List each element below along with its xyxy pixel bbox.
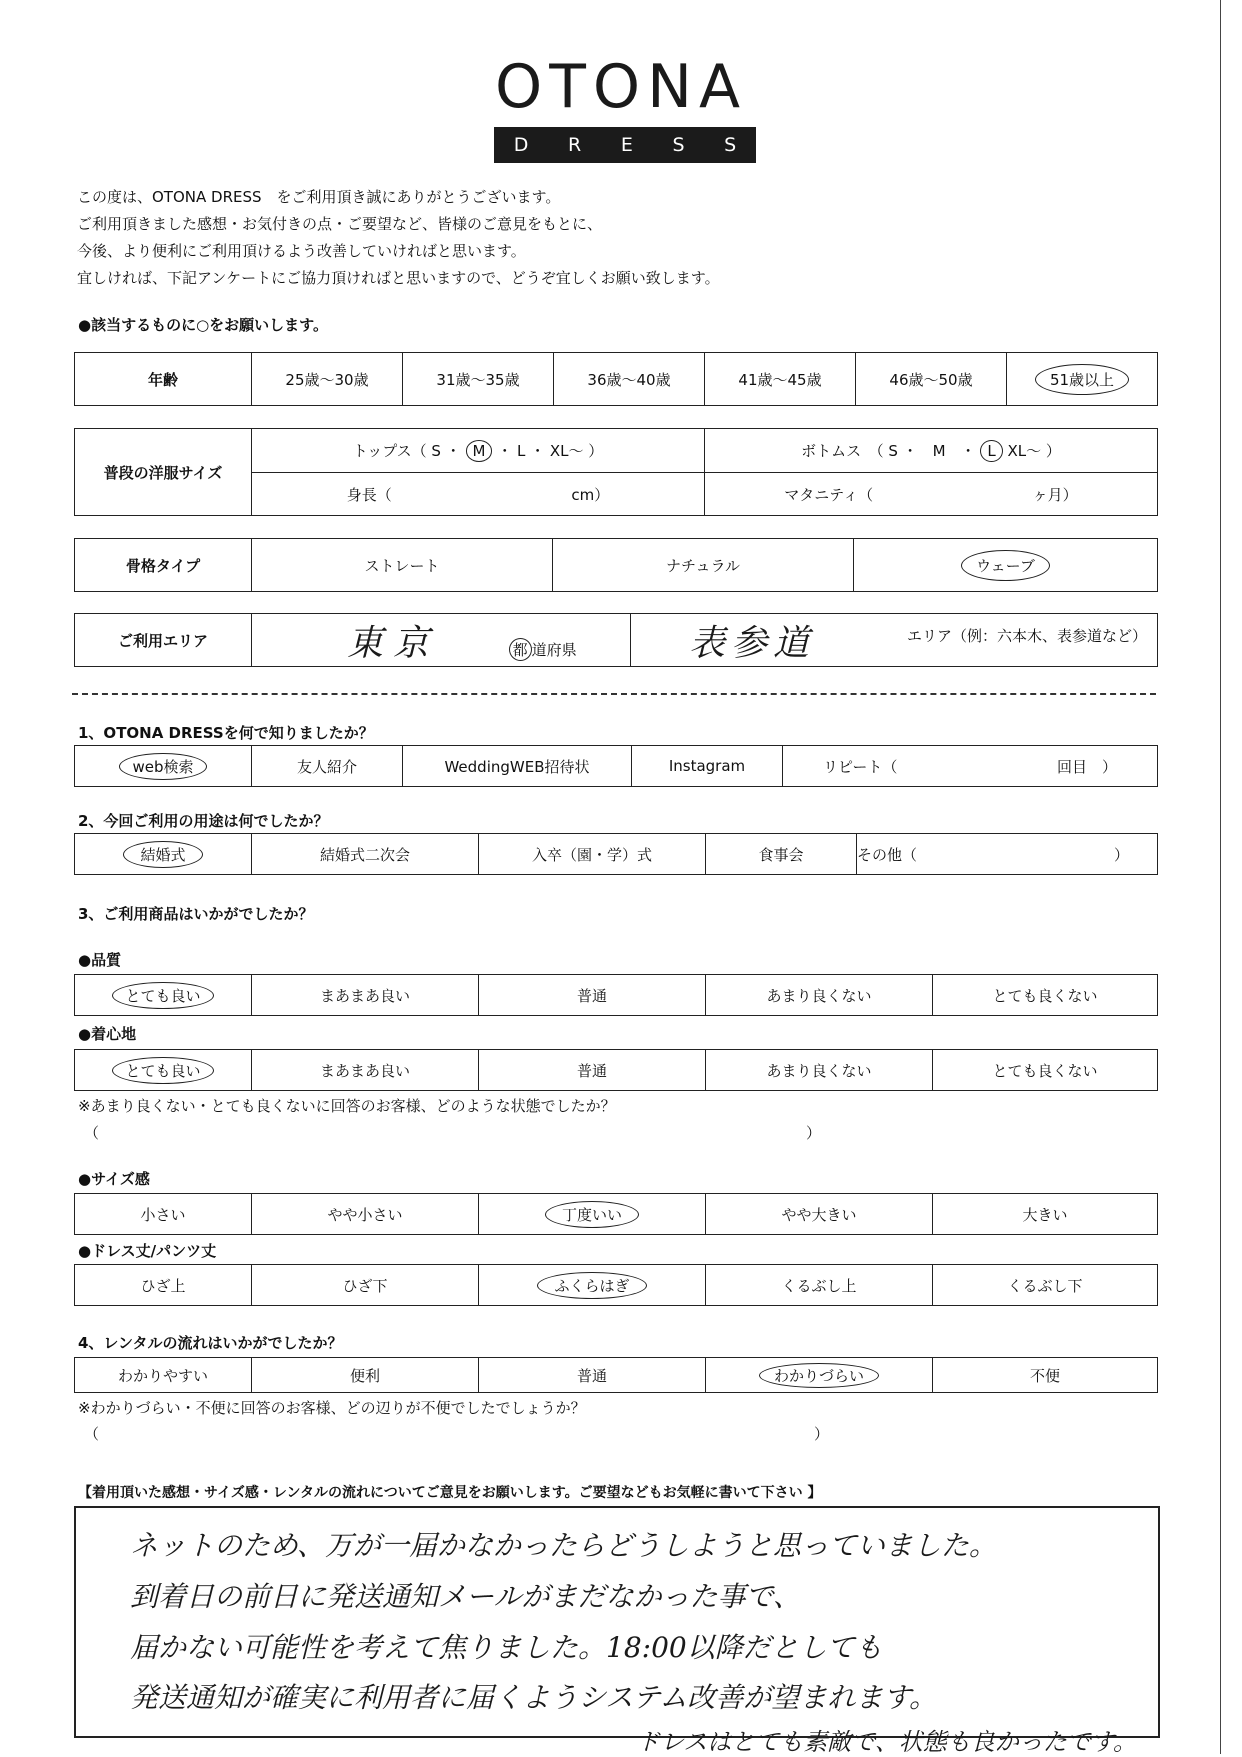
- fit-label: ●サイズ感: [78, 1170, 150, 1188]
- maternity-label: マタニティ（: [784, 485, 874, 504]
- prefecture-circle: 都: [509, 638, 532, 661]
- fit-option[interactable]: やや大きい: [706, 1194, 933, 1235]
- comment-extra: ドレスはとても素敵で、状態も良かったです。: [636, 1728, 1137, 1756]
- q1-option[interactable]: Instagram: [632, 746, 783, 787]
- q2-option[interactable]: 入卒（園・学）式: [479, 834, 706, 875]
- q1-option[interactable]: WeddingWEB招待状: [403, 746, 632, 787]
- q1-table: [74, 745, 1158, 787]
- size-label: 普段の洋服サイズ: [75, 429, 252, 516]
- frame-option[interactable]: ナチュラル: [553, 539, 854, 592]
- page-edge-line: [1220, 0, 1221, 1754]
- area-label: ご利用エリア: [75, 614, 252, 667]
- comfort-option[interactable]: とても良くない: [933, 1050, 1158, 1091]
- instruction-heading: ●該当するものに○をお願いします。: [78, 316, 328, 334]
- logo-letter: D: [513, 134, 529, 156]
- q1-repeat-cell[interactable]: [783, 746, 1158, 787]
- intro-text: [77, 184, 720, 292]
- comfort-table: [74, 1049, 1158, 1091]
- q2-option-selected[interactable]: [75, 834, 252, 875]
- q2-other-cell[interactable]: [857, 834, 1158, 875]
- fit-option[interactable]: やや小さい: [252, 1194, 479, 1235]
- q4-followup-open: （: [84, 1425, 100, 1443]
- q1-repeat-unit: 回目 ）: [1056, 757, 1117, 776]
- maternity-unit: ヶ月）: [1032, 485, 1078, 504]
- bottoms-suffix: XL～ ）: [1007, 441, 1061, 460]
- area-hint: エリア（例：六本木、表参道など）: [906, 626, 1147, 645]
- length-option[interactable]: ひざ上: [75, 1265, 252, 1306]
- bottoms-size-cell[interactable]: [705, 429, 1158, 473]
- intro-line: ご利用頂きました感想・お気付きの点・ご要望など、皆様のご意見をもとに、: [77, 215, 603, 233]
- intro-line: 今後、より便利にご利用頂けるよう改善していければと思います。: [77, 242, 526, 260]
- comfort-label: ●着心地: [78, 1025, 137, 1043]
- comfort-option[interactable]: あまり良くない: [706, 1050, 933, 1091]
- length-option[interactable]: ひざ下: [252, 1265, 479, 1306]
- length-option[interactable]: くるぶし下: [933, 1265, 1158, 1306]
- q4-option-selected[interactable]: [706, 1358, 933, 1393]
- age-option-selected[interactable]: [1007, 353, 1158, 406]
- q1-repeat-label: リピート（: [823, 757, 898, 776]
- fit-table: [74, 1193, 1158, 1235]
- age-label: 年齢: [75, 353, 252, 406]
- area-table: [74, 613, 1158, 667]
- fit-option-selected[interactable]: [479, 1194, 706, 1235]
- area-value: 表参道: [689, 622, 816, 664]
- q2-title: 2、今回ご利用の用途は何でしたか？: [78, 812, 329, 830]
- age-selected-circle: 51歳以上: [1035, 364, 1129, 395]
- comment-line: ネットのため、万が一届かなかったらどうしようと思っていました。: [130, 1529, 997, 1562]
- quality-option[interactable]: とても良くない: [933, 975, 1158, 1016]
- fit-option[interactable]: 小さい: [75, 1194, 252, 1235]
- length-label: ●ドレス丈/パンツ丈: [78, 1242, 217, 1260]
- prefecture-value: 東京: [347, 622, 440, 664]
- q4-option[interactable]: 普通: [479, 1358, 706, 1393]
- section-divider: [72, 693, 1156, 695]
- area-cell[interactable]: [631, 614, 1158, 667]
- logo-letter: S: [672, 134, 685, 156]
- q4-table: [74, 1357, 1158, 1393]
- q3-followup-open: （: [84, 1124, 100, 1142]
- logo-letter: E: [620, 134, 633, 156]
- length-option[interactable]: くるぶし上: [706, 1265, 933, 1306]
- frame-table: [74, 538, 1158, 592]
- tops-size-cell[interactable]: [252, 429, 705, 473]
- q2-option[interactable]: 結婚式二次会: [252, 834, 479, 875]
- bottoms-selected-circle: L: [980, 440, 1002, 462]
- comfort-option[interactable]: まあまあ良い: [252, 1050, 479, 1091]
- prefecture-cell[interactable]: [252, 614, 631, 667]
- height-cell[interactable]: [252, 473, 705, 516]
- age-option[interactable]: 41歳～45歳: [705, 353, 856, 406]
- length-option-selected[interactable]: [479, 1265, 706, 1306]
- quality-option[interactable]: あまり良くない: [706, 975, 933, 1016]
- q1-option-selected[interactable]: [75, 746, 252, 787]
- quality-label: ●品質: [78, 951, 122, 969]
- q2-table: [74, 833, 1158, 875]
- length-selected-circle: ふくらはぎ: [537, 1272, 646, 1299]
- q2-other-label: その他（: [857, 845, 918, 864]
- frame-option[interactable]: ストレート: [252, 539, 553, 592]
- q4-title: 4、レンタルの流れはいかがでしたか？: [78, 1334, 343, 1352]
- q2-other-close: ）: [1113, 845, 1129, 864]
- maternity-cell[interactable]: [705, 473, 1158, 516]
- q4-followup: ※わかりづらい・不便に回答のお客様、どの辺りが不便でしたでしょうか？: [78, 1399, 586, 1417]
- frame-selected-circle: ウェーブ: [961, 550, 1050, 581]
- q4-followup-close: ）: [814, 1425, 830, 1443]
- bottoms-prefix: ボトムス （ S ・ M ・: [801, 441, 976, 460]
- logo-otona: OTONA: [494, 52, 748, 122]
- logo-letter: S: [724, 134, 737, 156]
- q4-option[interactable]: 便利: [252, 1358, 479, 1393]
- quality-option[interactable]: 普通: [479, 975, 706, 1016]
- q1-option[interactable]: 友人紹介: [252, 746, 403, 787]
- q2-selected-circle: 結婚式: [123, 841, 202, 868]
- quality-option-selected[interactable]: [75, 975, 252, 1016]
- q4-option[interactable]: わかりやすい: [75, 1358, 252, 1393]
- age-table: [74, 352, 1158, 406]
- tops-suffix: ・ L ・ XL～ ）: [497, 441, 604, 460]
- q4-selected-circle: わかりづらい: [759, 1363, 879, 1388]
- height-unit: cm）: [571, 485, 610, 504]
- size-table: [74, 428, 1158, 516]
- quality-option[interactable]: まあまあ良い: [252, 975, 479, 1016]
- logo-dress-bar: [494, 127, 756, 163]
- age-option[interactable]: 46歳～50歳: [856, 353, 1007, 406]
- tops-prefix: トップス（ S ・: [352, 441, 461, 460]
- q3-title: 3、ご利用商品はいかがでしたか？: [78, 905, 314, 923]
- q3-followup: ※あまり良くない・とても良くないに回答のお客様、どのような状態でしたか？: [78, 1097, 616, 1115]
- q2-option[interactable]: 食事会: [706, 834, 857, 875]
- comfort-selected-circle: とても良い: [112, 1057, 213, 1084]
- comment-line: 発送通知が確実に利用者に届くようシステム改善が望まれます。: [130, 1681, 937, 1714]
- age-option[interactable]: 36歳～40歳: [554, 353, 705, 406]
- fit-option[interactable]: 大きい: [933, 1194, 1158, 1235]
- age-option[interactable]: 25歳～30歳: [252, 353, 403, 406]
- fit-selected-circle: 丁度いい: [545, 1201, 639, 1228]
- q3-followup-close: ）: [806, 1124, 822, 1142]
- quality-selected-circle: とても良い: [112, 982, 213, 1009]
- comment-line: 届かない可能性を考えて焦りました。18:00以降だとしても: [130, 1631, 883, 1664]
- frame-option-selected[interactable]: [854, 539, 1158, 592]
- height-label: 身長（: [346, 485, 392, 504]
- intro-line: この度は、OTONA DRESS をご利用頂き誠にありがとうございます。: [77, 188, 561, 206]
- intro-line: 宜しければ、下記アンケートにご協力頂ければと思いますので、どうぞ宜しくお願い致します。: [77, 269, 720, 287]
- frame-label: 骨格タイプ: [75, 539, 252, 592]
- q4-option[interactable]: 不便: [933, 1358, 1158, 1393]
- prefecture-suffix: 道府県: [531, 640, 577, 659]
- comfort-option[interactable]: 普通: [479, 1050, 706, 1091]
- length-table: [74, 1264, 1158, 1306]
- comfort-option-selected[interactable]: [75, 1050, 252, 1091]
- comments-title: 【着用頂いた感想・サイズ感・レンタルの流れについてご意見をお願いします。ご要望などもお気軽に書いて下さい 】: [78, 1485, 822, 1501]
- comment-line: 到着日の前日に発送通知メールがまだなかった事で、: [130, 1580, 801, 1613]
- logo-letter: R: [568, 134, 582, 156]
- age-option[interactable]: 31歳～35歳: [403, 353, 554, 406]
- q1-selected-circle: web検索: [119, 753, 206, 780]
- tops-selected-circle: M: [466, 440, 493, 462]
- quality-table: [74, 974, 1158, 1016]
- q1-title: 1、OTONA DRESSを何で知りましたか？: [78, 724, 374, 742]
